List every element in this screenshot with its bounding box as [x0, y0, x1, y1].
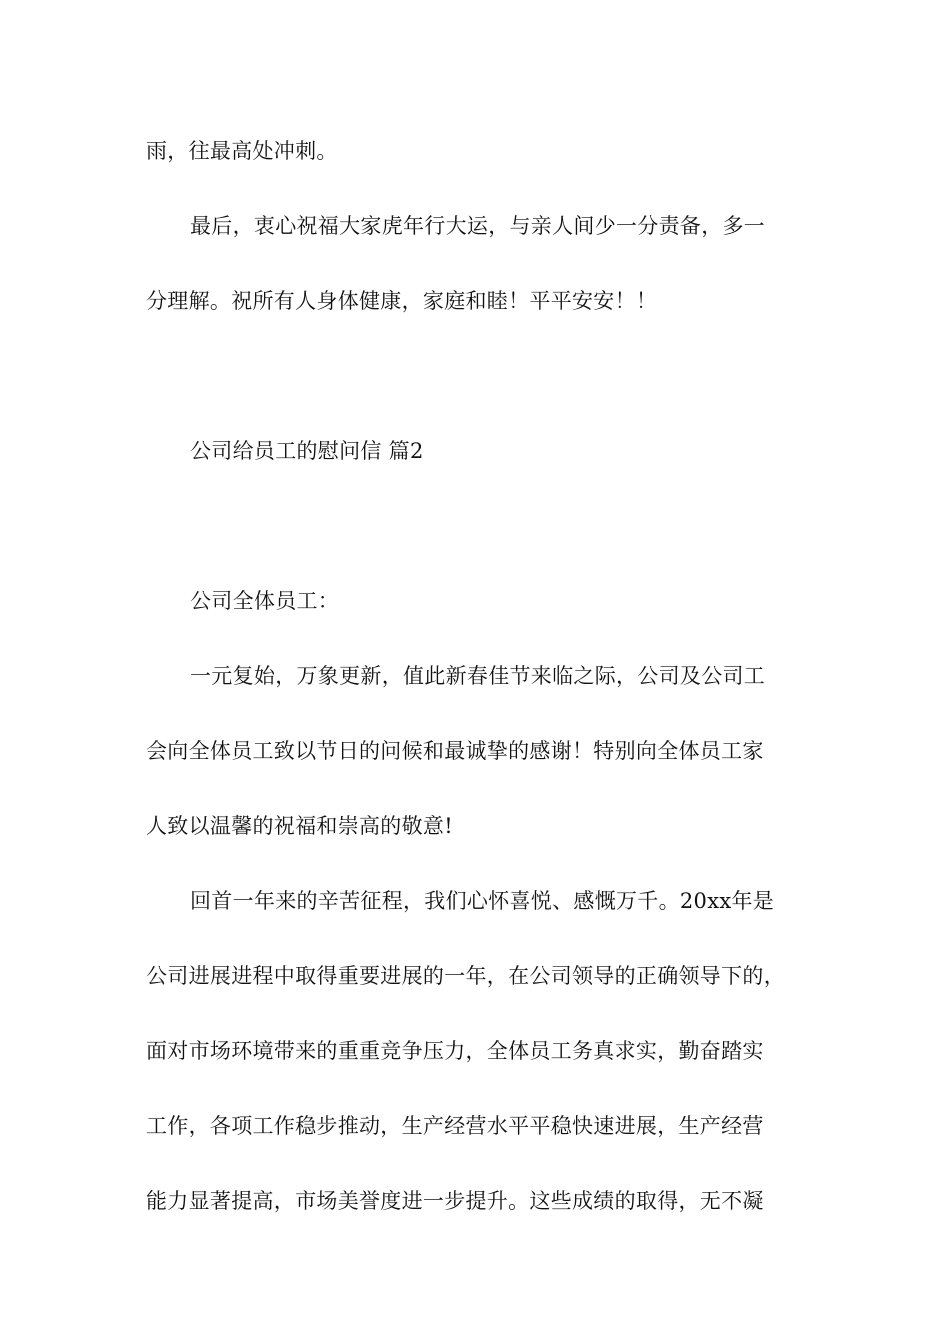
- section-heading: 公司给员工的慰问信 篇2: [190, 439, 424, 463]
- paragraph-line: 分理解。祝所有人身体健康，家庭和睦！平平安安！！: [146, 289, 658, 313]
- paragraph-line: 公司进展进程中取得重要进展的一年，在公司领导的正确领导下的，: [146, 964, 785, 988]
- paragraph-line: 雨，往最高处冲刺。: [146, 139, 338, 163]
- paragraph-line: 回首一年来的辛苦征程，我们心怀喜悦、感慨万千。20xx年是: [190, 889, 775, 913]
- paragraph-line: 会向全体员工致以节日的问候和最诚挚的感谢！特别向全体员工家: [146, 739, 764, 763]
- paragraph-line: 最后，衷心祝福大家虎年行大运，与亲人间少一分责备，多一: [190, 214, 766, 238]
- paragraph-line: 一元复始，万象更新，值此新春佳节来临之际，公司及公司工: [190, 664, 766, 688]
- paragraph-line: 能力显著提高，市场美誉度进一步提升。这些成绩的取得，无不凝: [146, 1189, 764, 1213]
- paragraph-line: 面对市场环境带来的重重竞争压力，全体员工务真求实，勤奋踏实: [146, 1039, 764, 1063]
- salutation: 公司全体员工：: [190, 589, 340, 613]
- paragraph-line: 人致以温馨的祝福和崇高的敬意!: [146, 814, 453, 838]
- paragraph-line: 工作，各项工作稳步推动，生产经营水平平稳快速进展，生产经营: [146, 1114, 764, 1138]
